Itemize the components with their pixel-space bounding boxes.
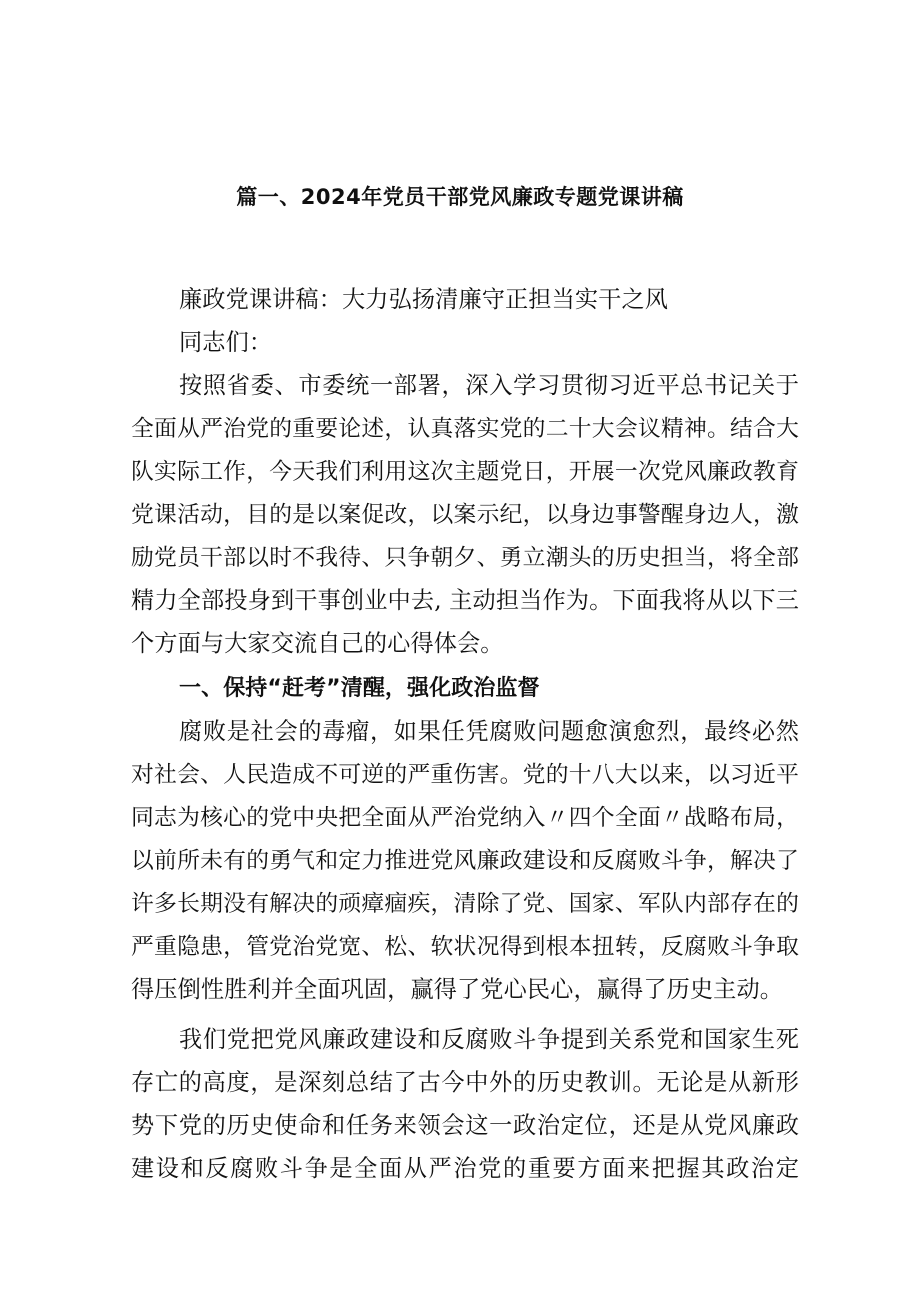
- paragraph-2-line: 对社会、人民造成不可逆的严重伤害。党的十八大以来，以习近平: [131, 762, 799, 788]
- paragraph-3-line: 存亡的高度，是深刻总结了古今中外的历史教训。无论是从新形: [131, 1069, 799, 1096]
- document-subtitle: 廉政党课讲稿：大力弘扬清廉守正担当实干之风: [179, 286, 669, 313]
- section-heading-1: 一、保持“赶考”清醒，强化政治监督: [179, 676, 540, 701]
- paragraph-1-line: 队实际工作，今天我们利用这次主题党日，开展一次党风廉政教育: [131, 459, 799, 485]
- salutation: 同志们：: [179, 329, 273, 356]
- document-title: 篇一、2024年党员干部党风廉政专题党课讲稿: [236, 185, 684, 209]
- paragraph-2-line: 同志为核心的党中央把全面从严治党纳入〃四个全面〃战略布局，: [131, 805, 799, 831]
- paragraph-3-line: 势下党的历史使命和任务来领会这一政治定位，还是从党风廉政: [131, 1112, 799, 1139]
- paragraph-2-line: 得压倒性胜利并全面巩固，赢得了党心民心，赢得了历史主动。: [131, 976, 784, 1003]
- paragraph-1-line: 励党员干部以时不我待、只争朝夕、勇立潮头的历史担当，将全部: [131, 545, 799, 571]
- paragraph-1-line: 按照省委、市委统一部署，深入学习贯彻习近平总书记关于: [179, 372, 799, 399]
- paragraph-3-line: 建设和反腐败斗争是全面从严治党的重要方面来把握其政治定: [131, 1155, 799, 1182]
- paragraph-1-line: 党课活动，目的是以案促改，以案示纪，以身边事警醒身边人，激: [131, 502, 799, 528]
- paragraph-1-line: 全面从严治党的重要论述，认真落实党的二十大会议精神。结合大: [131, 416, 799, 442]
- paragraph-3-line: 我们党把党风廉政建设和反腐败斗争提到关系党和国家生死: [179, 1026, 799, 1053]
- paragraph-2-line: 以前所未有的勇气和定力推进党风廉政建设和反腐败斗争，解决了: [131, 848, 799, 874]
- paragraph-1-line: 个方面与大家交流自己的心得体会。: [131, 630, 504, 657]
- paragraph-1-line: 精力全部投身到干事创业中去, 主动担当作为。下面我将从以下三: [131, 587, 799, 614]
- paragraph-2-line: 腐败是社会的毒瘤，如果任凭腐败问题愈演愈烈，最终必然: [179, 718, 799, 745]
- paragraph-2-line: 严重隐患，管党治党宽、松、软状况得到根本扭转，反腐败斗争取: [131, 934, 799, 960]
- paragraph-2-line: 许多长期没有解决的顽瘴痼疾，清除了党、国家、军队内部存在的: [131, 891, 799, 917]
